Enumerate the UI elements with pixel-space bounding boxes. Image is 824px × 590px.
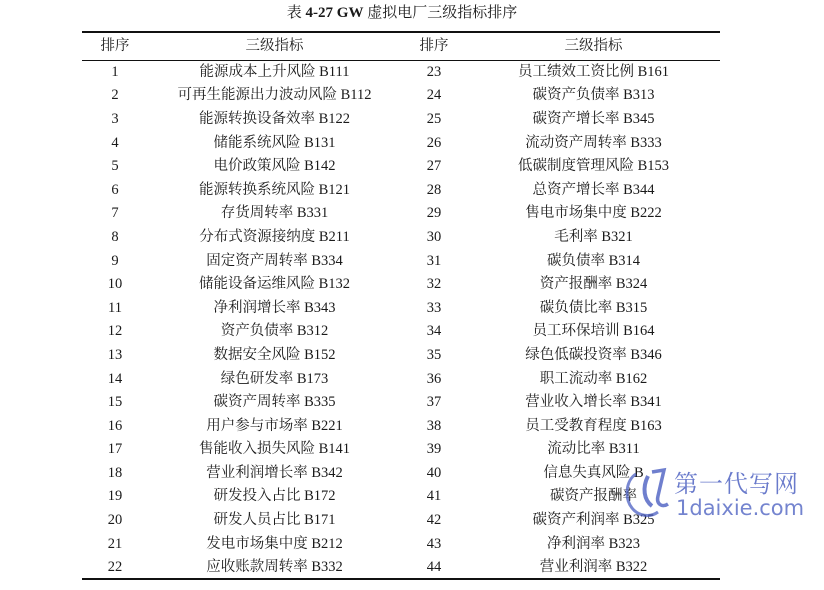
table-row <box>82 320 720 344</box>
rank-left-cell: 1 <box>111 64 119 81</box>
rank-left-cell: 14 <box>107 370 123 387</box>
table-row <box>82 107 720 131</box>
indicator-left-cell: 营业利润增长率 B342 <box>206 464 343 481</box>
header-indicator-right: 三级指标 <box>467 32 720 60</box>
rank-right-cell: 36 <box>426 370 442 387</box>
indicator-left-cell: 应收账款周转率 B332 <box>148 555 401 579</box>
rank-left-cell: 6 <box>111 181 119 198</box>
indicator-right-cell: 流动比率 B311 <box>547 441 640 458</box>
table-header-row <box>82 32 720 60</box>
indicator-left-cell: 绿色研发率 B173 <box>220 370 329 387</box>
indicator-right-cell: 碳资产增长率 B345 <box>532 110 655 127</box>
indicator-left-cell: 存货周转率 B331 <box>220 205 329 222</box>
indicator-left-cell: 储能系统风险 B131 <box>213 134 336 151</box>
rank-right-cell: 31 <box>426 252 442 269</box>
indicator-right-cell: 低碳制度管理风险 B153 <box>517 158 670 175</box>
rank-right-cell: 30 <box>426 228 442 245</box>
rank-right-cell: 29 <box>426 205 442 222</box>
indicator-right-cell: 碳负债率 B314 <box>546 252 641 269</box>
rank-right-cell: 25 <box>426 110 442 127</box>
table-row <box>82 84 720 108</box>
indicator-right-cell: 员工绩效工资比例 B161 <box>517 64 670 81</box>
table-row <box>82 343 720 367</box>
table-row <box>82 367 720 391</box>
indicator-left-cell: 碳资产周转率 B335 <box>213 394 336 411</box>
indicator-left-cell: 研发人员占比 B171 <box>213 512 336 529</box>
table-body <box>82 60 720 579</box>
indicator-right-cell: 流动资产周转率 B333 <box>525 134 662 151</box>
table-row <box>82 414 720 438</box>
indicator-left-cell: 净利润增长率 B343 <box>213 299 336 316</box>
watermark-text-url: 1daixie.com <box>676 496 805 520</box>
rank-left-cell: 5 <box>111 158 119 175</box>
indicator-left-cell: 用户参与市场率 B221 <box>206 417 343 434</box>
indicator-left-cell: 能源转换设备效率 B122 <box>198 110 351 127</box>
indicator-right-cell: 总资产增长率 B344 <box>532 181 655 198</box>
table-row <box>82 390 720 414</box>
indicator-ranking-table <box>82 31 720 580</box>
rank-right-cell: 26 <box>426 134 442 151</box>
header-rank-left: 排序 <box>82 32 148 60</box>
rank-right-cell: 33 <box>426 299 442 316</box>
rank-left-cell: 10 <box>107 276 123 293</box>
indicator-left-cell: 储能设备运维风险 B132 <box>198 276 351 293</box>
rank-left-cell: 12 <box>107 323 123 340</box>
indicator-left-cell: 能源成本上升风险 B111 <box>199 64 350 81</box>
header-rank-right: 排序 <box>401 32 467 60</box>
indicator-right-cell: 绿色低碳投资率 B346 <box>525 346 662 363</box>
rank-right-cell: 27 <box>426 158 442 175</box>
rank-right-cell: 37 <box>426 394 442 411</box>
rank-right-cell: 44 <box>401 555 467 579</box>
rank-right-cell: 38 <box>426 417 442 434</box>
rank-right-cell: 35 <box>426 346 442 363</box>
indicator-right-cell: 碳资产负债率 B313 <box>532 87 655 104</box>
rank-left-cell: 11 <box>108 299 122 316</box>
indicator-right-cell: 碳资产利润率 B325 <box>532 512 655 529</box>
rank-left-cell: 9 <box>111 252 119 269</box>
rank-right-cell: 24 <box>426 87 442 104</box>
table-caption <box>0 3 804 23</box>
indicator-left-cell: 电价政策风险 B142 <box>213 158 336 175</box>
table-row <box>82 272 720 296</box>
rank-left-cell: 20 <box>107 512 123 529</box>
rank-left-cell: 15 <box>107 394 123 411</box>
rank-right-cell: 32 <box>426 276 442 293</box>
table-row <box>82 555 720 579</box>
rank-left-cell: 18 <box>107 464 123 481</box>
table-row <box>82 508 720 532</box>
rank-right-cell: 28 <box>426 181 442 198</box>
rank-left-cell: 17 <box>107 441 123 458</box>
caption-number: 4-27 GW <box>305 5 364 21</box>
table-row <box>82 461 720 485</box>
indicator-right-cell: 员工受教育程度 B163 <box>525 417 662 434</box>
indicator-right-cell: 资产报酬率 B324 <box>539 276 648 293</box>
table-row <box>82 60 720 84</box>
indicator-right-cell: 员工环保培训 B164 <box>532 323 655 340</box>
table-row <box>82 485 720 509</box>
rank-left-cell: 22 <box>82 555 148 579</box>
caption-prefix: 表 <box>286 5 306 21</box>
table-row <box>82 131 720 155</box>
indicator-left-cell: 研发投入占比 B172 <box>213 488 336 505</box>
indicator-left-cell: 固定资产周转率 B334 <box>206 252 343 269</box>
caption-title: 虚拟电厂三级指标排序 <box>363 5 518 21</box>
indicator-left-cell: 发电市场集中度 B212 <box>206 535 343 552</box>
rank-left-cell: 21 <box>107 535 123 552</box>
rank-left-cell: 8 <box>111 228 119 245</box>
indicator-left-cell: 分布式资源接纳度 B211 <box>199 228 350 245</box>
table-row <box>82 532 720 556</box>
rank-right-cell: 39 <box>426 441 442 458</box>
indicator-right-cell: 营业收入增长率 B341 <box>525 394 662 411</box>
watermark-text-cn: 第一代写网 <box>674 470 799 498</box>
table-row <box>82 154 720 178</box>
indicator-right-cell: 碳资产报酬率 <box>550 488 637 505</box>
rank-left-cell: 13 <box>107 346 123 363</box>
indicator-left-cell: 资产负债率 B312 <box>220 323 329 340</box>
indicator-left-cell: 可再生能源出力波动风险 B112 <box>177 87 372 104</box>
rank-right-cell: 40 <box>426 464 442 481</box>
indicator-right-cell: 毛利率 B321 <box>554 228 633 245</box>
indicator-left-cell: 能源转换系统风险 B121 <box>198 181 351 198</box>
indicator-right-cell: 职工流动率 B162 <box>539 370 648 387</box>
indicator-right-cell: 售电市场集中度 B222 <box>525 205 662 222</box>
indicator-left-cell: 数据安全风险 B152 <box>213 346 336 363</box>
rank-right-cell: 41 <box>426 488 442 505</box>
rank-right-cell: 23 <box>426 64 442 81</box>
indicator-right-cell: 信息失真风险 B <box>543 464 644 481</box>
rank-right-cell: 42 <box>426 512 442 529</box>
rank-right-cell: 34 <box>426 323 442 340</box>
table-row <box>82 296 720 320</box>
indicator-left-cell: 售能收入损失风险 B141 <box>198 441 351 458</box>
rank-left-cell: 4 <box>111 134 119 151</box>
rank-right-cell: 43 <box>426 535 442 552</box>
table-row <box>82 249 720 273</box>
rank-left-cell: 16 <box>107 417 123 434</box>
rank-left-cell: 19 <box>107 488 123 505</box>
table-row <box>82 202 720 226</box>
table-row <box>82 438 720 462</box>
table-row <box>82 178 720 202</box>
rank-left-cell: 7 <box>111 205 119 222</box>
rank-left-cell: 2 <box>111 87 119 104</box>
indicator-right-cell: 营业利润率 B322 <box>467 555 720 579</box>
header-indicator-left: 三级指标 <box>148 32 401 60</box>
rank-left-cell: 3 <box>111 110 119 127</box>
indicator-right-cell: 净利润率 B323 <box>546 535 641 552</box>
indicator-right-cell: 碳负债比率 B315 <box>539 299 648 316</box>
table-row <box>82 225 720 249</box>
